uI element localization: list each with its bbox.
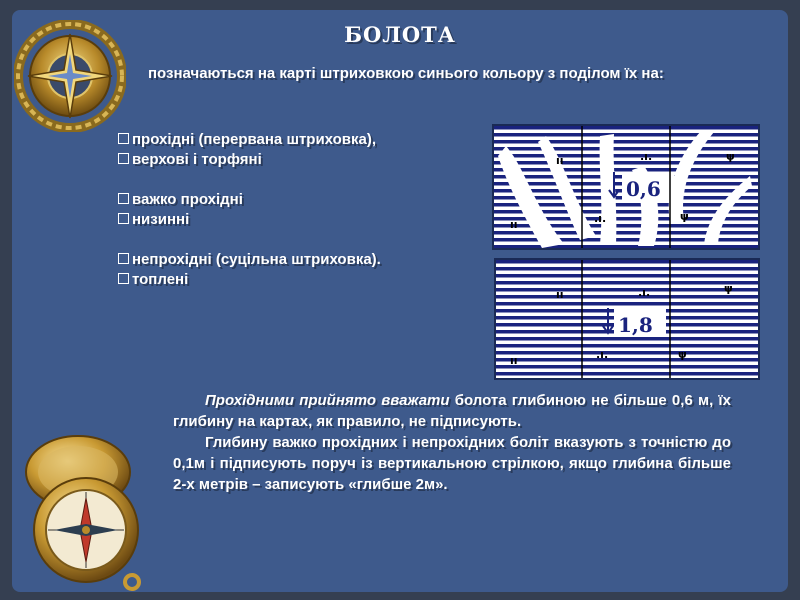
svg-text:ψ: ψ xyxy=(724,282,733,295)
depth-label: 1,8 xyxy=(618,313,653,337)
svg-text:ıı: ıı xyxy=(510,354,518,367)
svg-text:ψ: ψ xyxy=(726,150,735,163)
list-item: непрохідні (суцільна штриховка). xyxy=(118,250,478,270)
compass-icon xyxy=(16,430,156,595)
paragraph-2: Глибину важко прохідних і непрохідних боліт вказують з точністю до 0,1м і підписують поруч із вертикальною стрілкою, якщо глибина більше 2-х метрів – записують «глибше 2м». xyxy=(173,434,731,493)
svg-text:ıı: ıı xyxy=(556,154,564,167)
emphasis-text: Прохідними прийнято вважати xyxy=(205,392,450,409)
svg-text:.ı.: .ı. xyxy=(640,150,653,163)
depth-label: 0,6 xyxy=(626,177,661,201)
intro-text: позначаються на карті штриховкою синього кольору з поділом їх на: xyxy=(148,65,664,82)
svg-text:ıı: ıı xyxy=(556,288,564,301)
paragraph-1 xyxy=(173,390,731,432)
swamp-types-list xyxy=(118,130,478,290)
list-item: верхові і торфяні xyxy=(118,150,478,170)
list-item: топлені xyxy=(118,270,478,290)
svg-text:.ı.: .ı. xyxy=(638,286,651,299)
passable-swamp-map xyxy=(492,124,760,250)
paragraph-text: болота глибиною не більше 0,6 м, їх глибину на картах, як правило, не підписують. xyxy=(173,392,731,430)
description-text xyxy=(173,390,731,495)
svg-text:.ı.: .ı. xyxy=(594,212,607,225)
list-item: важко прохідні xyxy=(118,190,478,210)
hatching-pattern xyxy=(496,260,758,378)
svg-text:.ı.: .ı. xyxy=(596,348,609,361)
hatching-pattern xyxy=(494,126,758,248)
svg-text:ψ: ψ xyxy=(680,210,689,223)
svg-text:ıı: ıı xyxy=(510,218,518,231)
list-item: прохідні (перервана штриховка), xyxy=(118,130,478,150)
page-title: БОЛОТА xyxy=(344,22,456,47)
svg-text:ψ: ψ xyxy=(678,348,687,361)
impassable-swamp-map xyxy=(494,258,760,380)
list-item: низинні xyxy=(118,210,478,230)
